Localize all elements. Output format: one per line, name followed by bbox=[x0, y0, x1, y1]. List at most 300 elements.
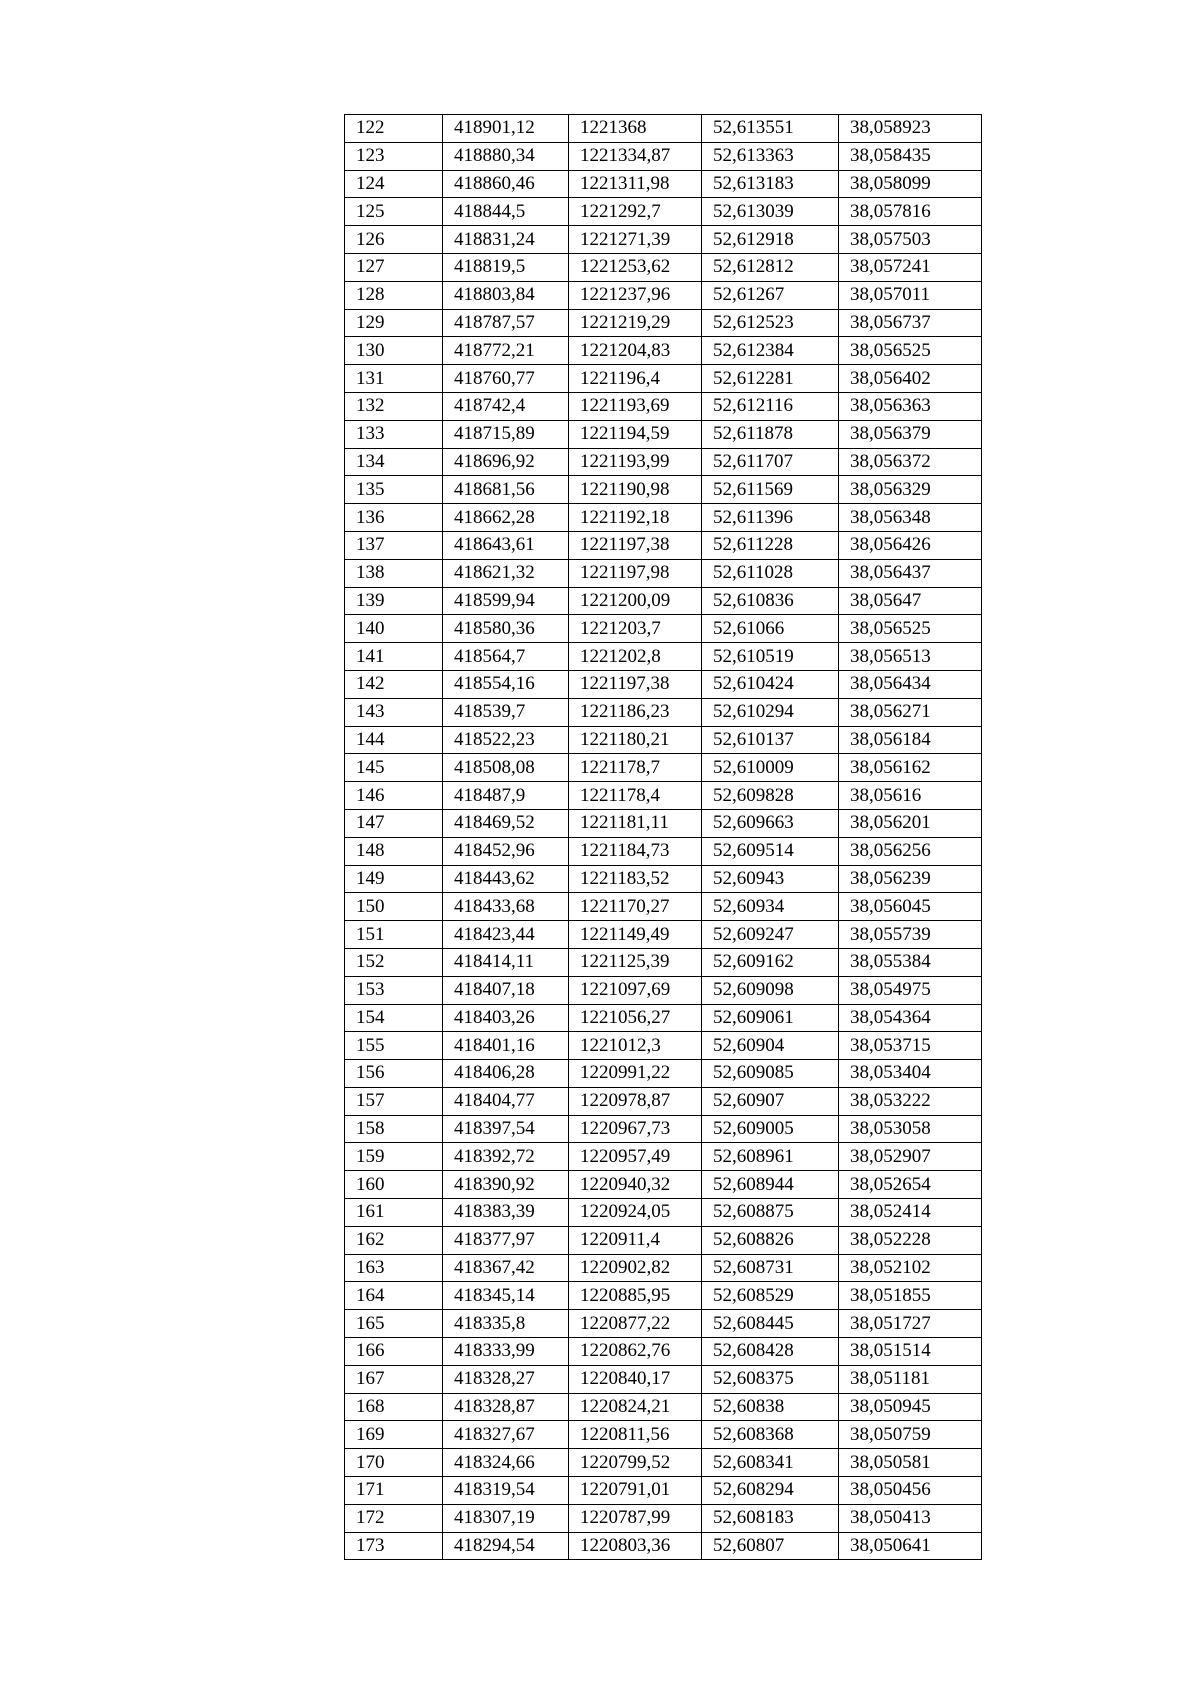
longitude-cell: 38,057816 bbox=[839, 198, 982, 226]
point-number-cell: 142 bbox=[345, 670, 443, 698]
table-row bbox=[345, 142, 982, 170]
y-coordinate-cell: 1220885,95 bbox=[569, 1282, 702, 1310]
table-row bbox=[345, 1254, 982, 1282]
point-number-cell: 133 bbox=[345, 420, 443, 448]
y-coordinate-cell: 1221012,3 bbox=[569, 1032, 702, 1060]
latitude-cell: 52,611396 bbox=[702, 504, 839, 532]
longitude-cell: 38,054975 bbox=[839, 976, 982, 1004]
x-coordinate-cell: 418643,61 bbox=[443, 531, 569, 559]
latitude-cell: 52,612918 bbox=[702, 226, 839, 254]
x-coordinate-cell: 418901,12 bbox=[443, 115, 569, 143]
y-coordinate-cell: 1220902,82 bbox=[569, 1254, 702, 1282]
longitude-cell: 38,05647 bbox=[839, 587, 982, 615]
point-number-cell: 122 bbox=[345, 115, 443, 143]
point-number-cell: 168 bbox=[345, 1393, 443, 1421]
y-coordinate-cell: 1221186,23 bbox=[569, 698, 702, 726]
latitude-cell: 52,612812 bbox=[702, 253, 839, 281]
table-row bbox=[345, 531, 982, 559]
x-coordinate-cell: 418803,84 bbox=[443, 281, 569, 309]
point-number-cell: 143 bbox=[345, 698, 443, 726]
table-row bbox=[345, 865, 982, 893]
latitude-cell: 52,613551 bbox=[702, 115, 839, 143]
longitude-cell: 38,051855 bbox=[839, 1282, 982, 1310]
latitude-cell: 52,609162 bbox=[702, 948, 839, 976]
x-coordinate-cell: 418328,27 bbox=[443, 1365, 569, 1393]
point-number-cell: 124 bbox=[345, 170, 443, 198]
latitude-cell: 52,609514 bbox=[702, 837, 839, 865]
y-coordinate-cell: 1221178,7 bbox=[569, 754, 702, 782]
y-coordinate-cell: 1220803,36 bbox=[569, 1532, 702, 1560]
longitude-cell: 38,056271 bbox=[839, 698, 982, 726]
y-coordinate-cell: 1220967,73 bbox=[569, 1115, 702, 1143]
longitude-cell: 38,052228 bbox=[839, 1226, 982, 1254]
x-coordinate-cell: 418742,4 bbox=[443, 392, 569, 420]
latitude-cell: 52,60943 bbox=[702, 865, 839, 893]
x-coordinate-cell: 418443,62 bbox=[443, 865, 569, 893]
x-coordinate-cell: 418452,96 bbox=[443, 837, 569, 865]
y-coordinate-cell: 1220957,49 bbox=[569, 1143, 702, 1171]
point-number-cell: 123 bbox=[345, 142, 443, 170]
y-coordinate-cell: 1221197,38 bbox=[569, 531, 702, 559]
table-row bbox=[345, 837, 982, 865]
longitude-cell: 38,056434 bbox=[839, 670, 982, 698]
latitude-cell: 52,611228 bbox=[702, 531, 839, 559]
x-coordinate-cell: 418715,89 bbox=[443, 420, 569, 448]
latitude-cell: 52,613039 bbox=[702, 198, 839, 226]
table-row bbox=[345, 1199, 982, 1227]
point-number-cell: 159 bbox=[345, 1143, 443, 1171]
x-coordinate-cell: 418392,72 bbox=[443, 1143, 569, 1171]
point-number-cell: 134 bbox=[345, 448, 443, 476]
latitude-cell: 52,609005 bbox=[702, 1115, 839, 1143]
x-coordinate-cell: 418787,57 bbox=[443, 309, 569, 337]
longitude-cell: 38,051727 bbox=[839, 1310, 982, 1338]
table-row bbox=[345, 309, 982, 337]
table-row bbox=[345, 587, 982, 615]
longitude-cell: 38,057241 bbox=[839, 253, 982, 281]
point-number-cell: 151 bbox=[345, 921, 443, 949]
point-number-cell: 139 bbox=[345, 587, 443, 615]
table-row bbox=[345, 615, 982, 643]
latitude-cell: 52,611878 bbox=[702, 420, 839, 448]
latitude-cell: 52,609828 bbox=[702, 782, 839, 810]
longitude-cell: 38,056348 bbox=[839, 504, 982, 532]
y-coordinate-cell: 1221193,69 bbox=[569, 392, 702, 420]
x-coordinate-cell: 418407,18 bbox=[443, 976, 569, 1004]
latitude-cell: 52,608944 bbox=[702, 1171, 839, 1199]
x-coordinate-cell: 418397,54 bbox=[443, 1115, 569, 1143]
coordinates-table-body bbox=[345, 115, 982, 1560]
x-coordinate-cell: 418324,66 bbox=[443, 1449, 569, 1477]
y-coordinate-cell: 1221311,98 bbox=[569, 170, 702, 198]
table-row bbox=[345, 253, 982, 281]
y-coordinate-cell: 1221125,39 bbox=[569, 948, 702, 976]
y-coordinate-cell: 1220862,76 bbox=[569, 1338, 702, 1366]
x-coordinate-cell: 418333,99 bbox=[443, 1338, 569, 1366]
table-row bbox=[345, 1087, 982, 1115]
table-row bbox=[345, 115, 982, 143]
latitude-cell: 52,612281 bbox=[702, 365, 839, 393]
latitude-cell: 52,610424 bbox=[702, 670, 839, 698]
latitude-cell: 52,60838 bbox=[702, 1393, 839, 1421]
table-row bbox=[345, 726, 982, 754]
y-coordinate-cell: 1221334,87 bbox=[569, 142, 702, 170]
x-coordinate-cell: 418414,11 bbox=[443, 948, 569, 976]
y-coordinate-cell: 1221181,11 bbox=[569, 809, 702, 837]
table-row bbox=[345, 1393, 982, 1421]
point-number-cell: 128 bbox=[345, 281, 443, 309]
latitude-cell: 52,609061 bbox=[702, 1004, 839, 1032]
longitude-cell: 38,050759 bbox=[839, 1421, 982, 1449]
y-coordinate-cell: 1221204,83 bbox=[569, 337, 702, 365]
x-coordinate-cell: 418662,28 bbox=[443, 504, 569, 532]
point-number-cell: 148 bbox=[345, 837, 443, 865]
y-coordinate-cell: 1221368 bbox=[569, 115, 702, 143]
x-coordinate-cell: 418406,28 bbox=[443, 1060, 569, 1088]
point-number-cell: 140 bbox=[345, 615, 443, 643]
latitude-cell: 52,608375 bbox=[702, 1365, 839, 1393]
y-coordinate-cell: 1221192,18 bbox=[569, 504, 702, 532]
longitude-cell: 38,056162 bbox=[839, 754, 982, 782]
longitude-cell: 38,056184 bbox=[839, 726, 982, 754]
y-coordinate-cell: 1220791,01 bbox=[569, 1477, 702, 1505]
longitude-cell: 38,057503 bbox=[839, 226, 982, 254]
x-coordinate-cell: 418522,23 bbox=[443, 726, 569, 754]
point-number-cell: 172 bbox=[345, 1504, 443, 1532]
longitude-cell: 38,058435 bbox=[839, 142, 982, 170]
longitude-cell: 38,058923 bbox=[839, 115, 982, 143]
x-coordinate-cell: 418831,24 bbox=[443, 226, 569, 254]
point-number-cell: 157 bbox=[345, 1087, 443, 1115]
table-row bbox=[345, 476, 982, 504]
table-row bbox=[345, 1032, 982, 1060]
point-number-cell: 160 bbox=[345, 1171, 443, 1199]
latitude-cell: 52,611028 bbox=[702, 559, 839, 587]
x-coordinate-cell: 418819,5 bbox=[443, 253, 569, 281]
point-number-cell: 144 bbox=[345, 726, 443, 754]
table-row bbox=[345, 1143, 982, 1171]
point-number-cell: 156 bbox=[345, 1060, 443, 1088]
y-coordinate-cell: 1221194,59 bbox=[569, 420, 702, 448]
point-number-cell: 166 bbox=[345, 1338, 443, 1366]
longitude-cell: 38,056525 bbox=[839, 615, 982, 643]
x-coordinate-cell: 418345,14 bbox=[443, 1282, 569, 1310]
x-coordinate-cell: 418377,97 bbox=[443, 1226, 569, 1254]
y-coordinate-cell: 1221292,7 bbox=[569, 198, 702, 226]
x-coordinate-cell: 418772,21 bbox=[443, 337, 569, 365]
point-number-cell: 129 bbox=[345, 309, 443, 337]
table-row bbox=[345, 365, 982, 393]
point-number-cell: 135 bbox=[345, 476, 443, 504]
point-number-cell: 152 bbox=[345, 948, 443, 976]
x-coordinate-cell: 418294,54 bbox=[443, 1532, 569, 1560]
x-coordinate-cell: 418487,9 bbox=[443, 782, 569, 810]
x-coordinate-cell: 418383,39 bbox=[443, 1199, 569, 1227]
longitude-cell: 38,056437 bbox=[839, 559, 982, 587]
point-number-cell: 150 bbox=[345, 893, 443, 921]
latitude-cell: 52,60934 bbox=[702, 893, 839, 921]
table-row bbox=[345, 281, 982, 309]
latitude-cell: 52,613363 bbox=[702, 142, 839, 170]
table-row bbox=[345, 1226, 982, 1254]
point-number-cell: 165 bbox=[345, 1310, 443, 1338]
point-number-cell: 146 bbox=[345, 782, 443, 810]
longitude-cell: 38,058099 bbox=[839, 170, 982, 198]
latitude-cell: 52,608183 bbox=[702, 1504, 839, 1532]
x-coordinate-cell: 418554,16 bbox=[443, 670, 569, 698]
x-coordinate-cell: 418696,92 bbox=[443, 448, 569, 476]
y-coordinate-cell: 1220840,17 bbox=[569, 1365, 702, 1393]
y-coordinate-cell: 1221237,96 bbox=[569, 281, 702, 309]
y-coordinate-cell: 1221180,21 bbox=[569, 726, 702, 754]
table-row bbox=[345, 1060, 982, 1088]
point-number-cell: 161 bbox=[345, 1199, 443, 1227]
longitude-cell: 38,052907 bbox=[839, 1143, 982, 1171]
table-row bbox=[345, 1421, 982, 1449]
x-coordinate-cell: 418319,54 bbox=[443, 1477, 569, 1505]
latitude-cell: 52,610519 bbox=[702, 643, 839, 671]
point-number-cell: 162 bbox=[345, 1226, 443, 1254]
longitude-cell: 38,057011 bbox=[839, 281, 982, 309]
table-row bbox=[345, 1365, 982, 1393]
y-coordinate-cell: 1221056,27 bbox=[569, 1004, 702, 1032]
point-number-cell: 155 bbox=[345, 1032, 443, 1060]
longitude-cell: 38,050581 bbox=[839, 1449, 982, 1477]
longitude-cell: 38,052102 bbox=[839, 1254, 982, 1282]
point-number-cell: 126 bbox=[345, 226, 443, 254]
point-number-cell: 130 bbox=[345, 337, 443, 365]
longitude-cell: 38,056426 bbox=[839, 531, 982, 559]
point-number-cell: 145 bbox=[345, 754, 443, 782]
table-row bbox=[345, 670, 982, 698]
x-coordinate-cell: 418390,92 bbox=[443, 1171, 569, 1199]
x-coordinate-cell: 418404,77 bbox=[443, 1087, 569, 1115]
point-number-cell: 164 bbox=[345, 1282, 443, 1310]
point-number-cell: 131 bbox=[345, 365, 443, 393]
y-coordinate-cell: 1221149,49 bbox=[569, 921, 702, 949]
y-coordinate-cell: 1220824,21 bbox=[569, 1393, 702, 1421]
x-coordinate-cell: 418433,68 bbox=[443, 893, 569, 921]
point-number-cell: 125 bbox=[345, 198, 443, 226]
longitude-cell: 38,056379 bbox=[839, 420, 982, 448]
table-row bbox=[345, 893, 982, 921]
table-row bbox=[345, 170, 982, 198]
table-row bbox=[345, 754, 982, 782]
y-coordinate-cell: 1221203,7 bbox=[569, 615, 702, 643]
longitude-cell: 38,056256 bbox=[839, 837, 982, 865]
point-number-cell: 153 bbox=[345, 976, 443, 1004]
x-coordinate-cell: 418760,77 bbox=[443, 365, 569, 393]
x-coordinate-cell: 418599,94 bbox=[443, 587, 569, 615]
point-number-cell: 154 bbox=[345, 1004, 443, 1032]
latitude-cell: 52,608961 bbox=[702, 1143, 839, 1171]
table-row bbox=[345, 698, 982, 726]
longitude-cell: 38,056737 bbox=[839, 309, 982, 337]
x-coordinate-cell: 418621,32 bbox=[443, 559, 569, 587]
longitude-cell: 38,053058 bbox=[839, 1115, 982, 1143]
y-coordinate-cell: 1220799,52 bbox=[569, 1449, 702, 1477]
longitude-cell: 38,056363 bbox=[839, 392, 982, 420]
table-row bbox=[345, 643, 982, 671]
point-number-cell: 173 bbox=[345, 1532, 443, 1560]
y-coordinate-cell: 1221200,09 bbox=[569, 587, 702, 615]
table-row bbox=[345, 782, 982, 810]
point-number-cell: 163 bbox=[345, 1254, 443, 1282]
table-row bbox=[345, 420, 982, 448]
longitude-cell: 38,053222 bbox=[839, 1087, 982, 1115]
y-coordinate-cell: 1220787,99 bbox=[569, 1504, 702, 1532]
latitude-cell: 52,611707 bbox=[702, 448, 839, 476]
longitude-cell: 38,05616 bbox=[839, 782, 982, 810]
point-number-cell: 171 bbox=[345, 1477, 443, 1505]
longitude-cell: 38,050945 bbox=[839, 1393, 982, 1421]
x-coordinate-cell: 418681,56 bbox=[443, 476, 569, 504]
y-coordinate-cell: 1221193,99 bbox=[569, 448, 702, 476]
point-number-cell: 141 bbox=[345, 643, 443, 671]
longitude-cell: 38,056045 bbox=[839, 893, 982, 921]
longitude-cell: 38,056239 bbox=[839, 865, 982, 893]
table-row bbox=[345, 1310, 982, 1338]
latitude-cell: 52,60907 bbox=[702, 1087, 839, 1115]
y-coordinate-cell: 1221097,69 bbox=[569, 976, 702, 1004]
latitude-cell: 52,608731 bbox=[702, 1254, 839, 1282]
longitude-cell: 38,056201 bbox=[839, 809, 982, 837]
y-coordinate-cell: 1221170,27 bbox=[569, 893, 702, 921]
longitude-cell: 38,050641 bbox=[839, 1532, 982, 1560]
table-row bbox=[345, 392, 982, 420]
table-row bbox=[345, 1504, 982, 1532]
x-coordinate-cell: 418860,46 bbox=[443, 170, 569, 198]
x-coordinate-cell: 418307,19 bbox=[443, 1504, 569, 1532]
longitude-cell: 38,052414 bbox=[839, 1199, 982, 1227]
longitude-cell: 38,051514 bbox=[839, 1338, 982, 1366]
table-row bbox=[345, 504, 982, 532]
table-row bbox=[345, 448, 982, 476]
table-row bbox=[345, 337, 982, 365]
table-row bbox=[345, 948, 982, 976]
longitude-cell: 38,052654 bbox=[839, 1171, 982, 1199]
table-row bbox=[345, 1115, 982, 1143]
latitude-cell: 52,608529 bbox=[702, 1282, 839, 1310]
latitude-cell: 52,608341 bbox=[702, 1449, 839, 1477]
y-coordinate-cell: 1220978,87 bbox=[569, 1087, 702, 1115]
table-row bbox=[345, 226, 982, 254]
table-row bbox=[345, 1477, 982, 1505]
latitude-cell: 52,612523 bbox=[702, 309, 839, 337]
point-number-cell: 170 bbox=[345, 1449, 443, 1477]
longitude-cell: 38,050456 bbox=[839, 1477, 982, 1505]
latitude-cell: 52,609098 bbox=[702, 976, 839, 1004]
point-number-cell: 169 bbox=[345, 1421, 443, 1449]
y-coordinate-cell: 1220924,05 bbox=[569, 1199, 702, 1227]
y-coordinate-cell: 1221196,4 bbox=[569, 365, 702, 393]
x-coordinate-cell: 418539,7 bbox=[443, 698, 569, 726]
x-coordinate-cell: 418401,16 bbox=[443, 1032, 569, 1060]
x-coordinate-cell: 418327,67 bbox=[443, 1421, 569, 1449]
latitude-cell: 52,608428 bbox=[702, 1338, 839, 1366]
y-coordinate-cell: 1220811,56 bbox=[569, 1421, 702, 1449]
latitude-cell: 52,612116 bbox=[702, 392, 839, 420]
table-row bbox=[345, 1338, 982, 1366]
latitude-cell: 52,608368 bbox=[702, 1421, 839, 1449]
latitude-cell: 52,610836 bbox=[702, 587, 839, 615]
longitude-cell: 38,054364 bbox=[839, 1004, 982, 1032]
longitude-cell: 38,050413 bbox=[839, 1504, 982, 1532]
x-coordinate-cell: 418580,36 bbox=[443, 615, 569, 643]
y-coordinate-cell: 1220911,4 bbox=[569, 1226, 702, 1254]
x-coordinate-cell: 418844,5 bbox=[443, 198, 569, 226]
y-coordinate-cell: 1221219,29 bbox=[569, 309, 702, 337]
point-number-cell: 167 bbox=[345, 1365, 443, 1393]
point-number-cell: 158 bbox=[345, 1115, 443, 1143]
latitude-cell: 52,608875 bbox=[702, 1199, 839, 1227]
table-row bbox=[345, 976, 982, 1004]
longitude-cell: 38,055384 bbox=[839, 948, 982, 976]
latitude-cell: 52,612384 bbox=[702, 337, 839, 365]
y-coordinate-cell: 1221184,73 bbox=[569, 837, 702, 865]
x-coordinate-cell: 418508,08 bbox=[443, 754, 569, 782]
x-coordinate-cell: 418328,87 bbox=[443, 1393, 569, 1421]
point-number-cell: 137 bbox=[345, 531, 443, 559]
point-number-cell: 136 bbox=[345, 504, 443, 532]
latitude-cell: 52,610294 bbox=[702, 698, 839, 726]
y-coordinate-cell: 1221197,98 bbox=[569, 559, 702, 587]
longitude-cell: 38,051181 bbox=[839, 1365, 982, 1393]
y-coordinate-cell: 1221197,38 bbox=[569, 670, 702, 698]
y-coordinate-cell: 1221271,39 bbox=[569, 226, 702, 254]
point-number-cell: 138 bbox=[345, 559, 443, 587]
latitude-cell: 52,610137 bbox=[702, 726, 839, 754]
point-number-cell: 127 bbox=[345, 253, 443, 281]
y-coordinate-cell: 1221253,62 bbox=[569, 253, 702, 281]
latitude-cell: 52,611569 bbox=[702, 476, 839, 504]
x-coordinate-cell: 418564,7 bbox=[443, 643, 569, 671]
latitude-cell: 52,609247 bbox=[702, 921, 839, 949]
latitude-cell: 52,610009 bbox=[702, 754, 839, 782]
latitude-cell: 52,608294 bbox=[702, 1477, 839, 1505]
longitude-cell: 38,055739 bbox=[839, 921, 982, 949]
y-coordinate-cell: 1220877,22 bbox=[569, 1310, 702, 1338]
table-row bbox=[345, 921, 982, 949]
table-row bbox=[345, 198, 982, 226]
table-row bbox=[345, 1282, 982, 1310]
table-row bbox=[345, 1449, 982, 1477]
longitude-cell: 38,056329 bbox=[839, 476, 982, 504]
y-coordinate-cell: 1221178,4 bbox=[569, 782, 702, 810]
latitude-cell: 52,613183 bbox=[702, 170, 839, 198]
table-row bbox=[345, 809, 982, 837]
longitude-cell: 38,056525 bbox=[839, 337, 982, 365]
latitude-cell: 52,608445 bbox=[702, 1310, 839, 1338]
x-coordinate-cell: 418367,42 bbox=[443, 1254, 569, 1282]
longitude-cell: 38,056513 bbox=[839, 643, 982, 671]
latitude-cell: 52,60904 bbox=[702, 1032, 839, 1060]
y-coordinate-cell: 1220991,22 bbox=[569, 1060, 702, 1088]
latitude-cell: 52,61267 bbox=[702, 281, 839, 309]
x-coordinate-cell: 418423,44 bbox=[443, 921, 569, 949]
latitude-cell: 52,609663 bbox=[702, 809, 839, 837]
point-number-cell: 149 bbox=[345, 865, 443, 893]
latitude-cell: 52,60807 bbox=[702, 1532, 839, 1560]
x-coordinate-cell: 418335,8 bbox=[443, 1310, 569, 1338]
longitude-cell: 38,053404 bbox=[839, 1060, 982, 1088]
longitude-cell: 38,053715 bbox=[839, 1032, 982, 1060]
y-coordinate-cell: 1220940,32 bbox=[569, 1171, 702, 1199]
latitude-cell: 52,61066 bbox=[702, 615, 839, 643]
x-coordinate-cell: 418880,34 bbox=[443, 142, 569, 170]
x-coordinate-cell: 418403,26 bbox=[443, 1004, 569, 1032]
y-coordinate-cell: 1221183,52 bbox=[569, 865, 702, 893]
